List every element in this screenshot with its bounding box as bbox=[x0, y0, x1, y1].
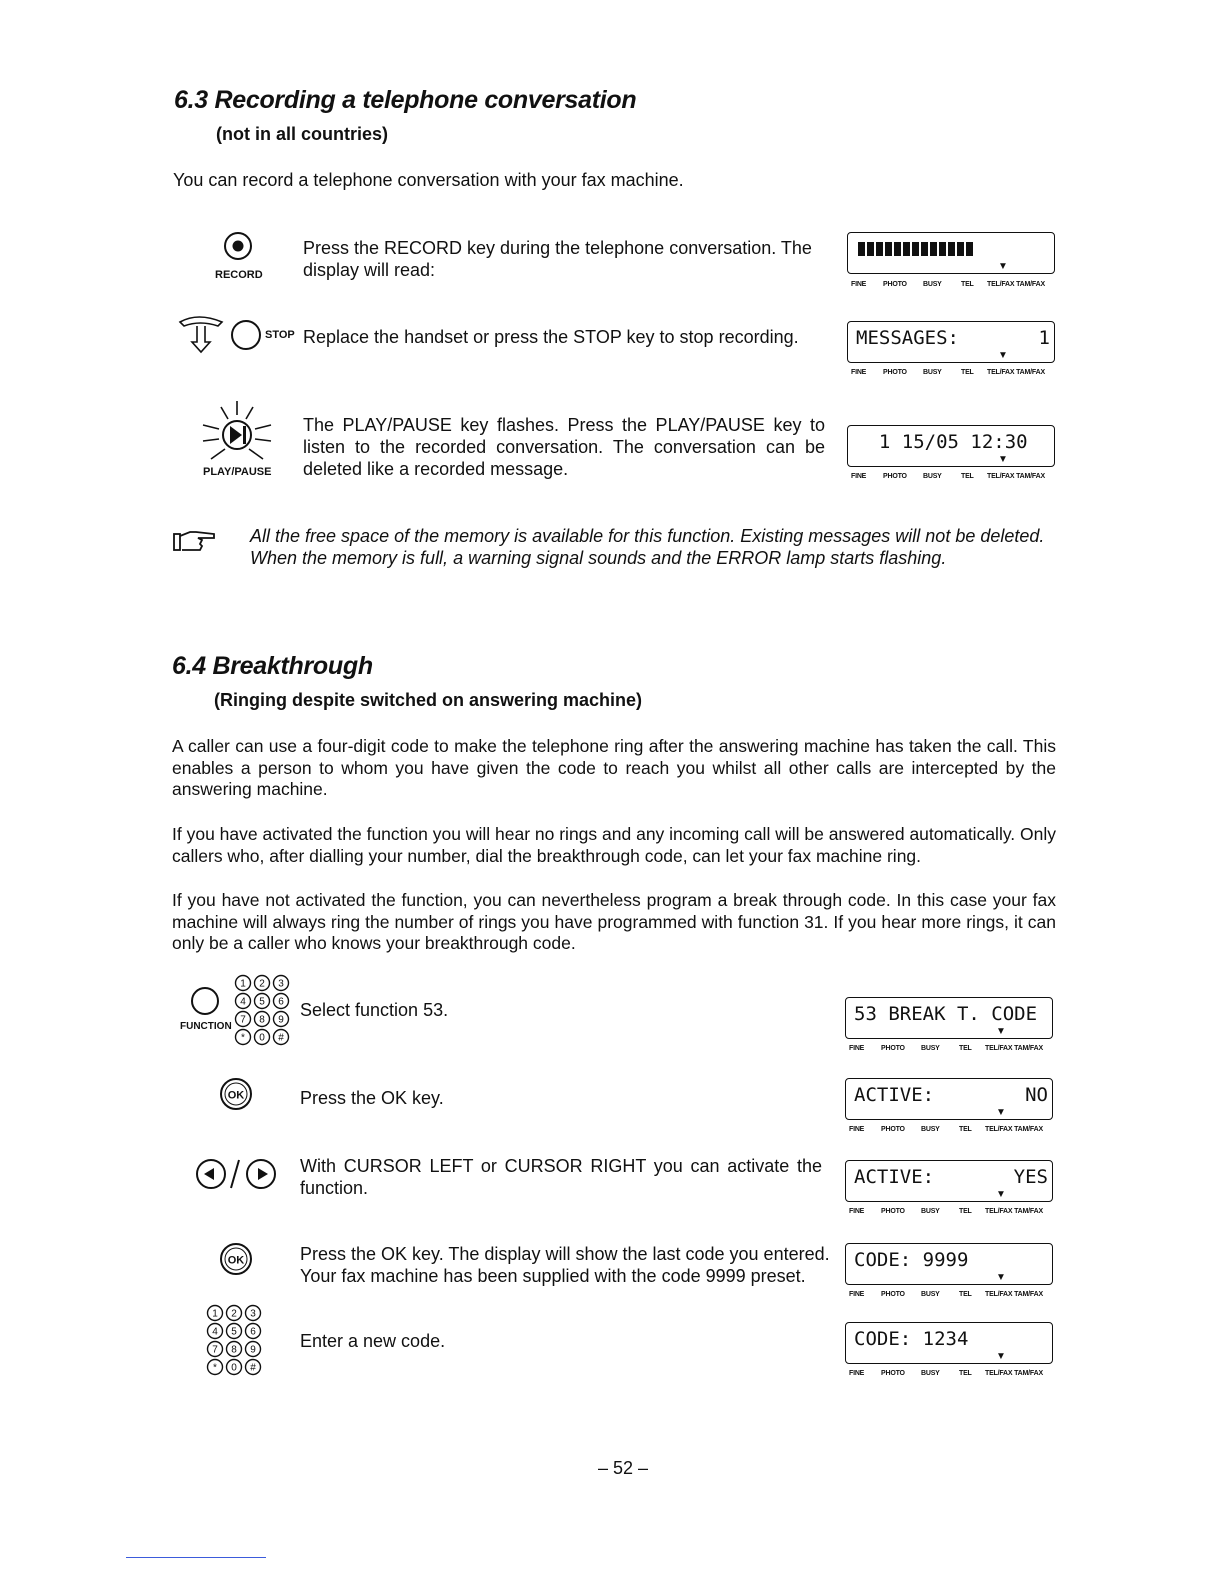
svg-text:0: 0 bbox=[259, 1032, 265, 1044]
section-intro: You can record a telephone conversation with your fax machine. bbox=[173, 170, 684, 190]
section-title-6-3: 6.3 Recording a telephone conversation bbox=[174, 86, 637, 114]
numeric-keypad-icon bbox=[234, 974, 296, 1046]
paragraph-1: A caller can use a four-digit code to make the telephone ring after the answering machine has taken the call. This enables a person to whom you have given the code to reach you whilst all other calls are intercepted by the answering machine. bbox=[172, 736, 1056, 799]
svg-text:OK: OK bbox=[227, 1254, 245, 1267]
lcd-status-labels: FINE PHOTO BUSY TEL TEL/FAX TAM/FAX bbox=[849, 1291, 1043, 1298]
svg-text:1: 1 bbox=[212, 1308, 218, 1320]
lcd-status-labels: FINE PHOTO BUSY TEL TEL/FAX TAM/FAX bbox=[851, 281, 1045, 288]
record-key-icon bbox=[222, 230, 254, 262]
page-number: – 52 – bbox=[598, 1458, 649, 1478]
svg-text:9: 9 bbox=[250, 1344, 256, 1356]
lcd-arrow-icon: ▼ bbox=[996, 1351, 1006, 1362]
lcd-display-active-no: ACTIVE: NO ▼ bbox=[845, 1078, 1053, 1120]
svg-text:9: 9 bbox=[278, 1014, 284, 1026]
step-record-text: Press the RECORD key during the telephone conversation. The display will read: bbox=[303, 238, 812, 280]
svg-text:6: 6 bbox=[250, 1326, 256, 1338]
lcd-arrow-icon: ▼ bbox=[998, 350, 1008, 361]
lcd-arrow-icon: ▼ bbox=[998, 454, 1008, 465]
svg-text:5: 5 bbox=[231, 1326, 237, 1338]
lcd-display-code-1234: CODE: 1234 ▼ bbox=[845, 1322, 1053, 1364]
section-subtitle-6-3: (not in all countries) bbox=[216, 124, 389, 144]
cursor-left-right-icon bbox=[195, 1156, 281, 1192]
svg-text:8: 8 bbox=[231, 1344, 237, 1356]
svg-text:6: 6 bbox=[278, 996, 284, 1008]
step-play-text: The PLAY/PAUSE key flashes. Press the PLAY/PAUSE key to listen to the recorded conversation. The conversation can be deleted like a recorded message. bbox=[303, 415, 825, 479]
lcd-arrow-icon: ▼ bbox=[996, 1107, 1006, 1118]
recording-progress-bar bbox=[858, 242, 973, 256]
lcd-arrow-icon: ▼ bbox=[996, 1272, 1006, 1283]
paragraph-3: If you have not activated the function, you can nevertheless program a break through code. In this case your fax machine will always ring the number of rings you have programmed with function 31. If you hear more rings, it can only be a caller who knows your breakthrough code. bbox=[172, 890, 1056, 953]
note-text: All the free space of the memory is available for this function. Existing messages will not be deleted. When the memory is full, a warning signal sounds and the ERROR lamp starts flashing. bbox=[250, 526, 1045, 568]
step-cursor-text: With CURSOR LEFT or CURSOR RIGHT you can activate the function. bbox=[300, 1156, 822, 1198]
numeric-keypad-icon bbox=[206, 1304, 268, 1376]
svg-text:7: 7 bbox=[212, 1344, 218, 1356]
section-title-6-4: 6.4 Breakthrough bbox=[172, 652, 373, 680]
play-pause-key-label: PLAY/PAUSE bbox=[203, 466, 272, 478]
lcd-display-active-yes: ACTIVE: YES ▼ bbox=[845, 1160, 1053, 1202]
lcd-status-labels: FINE PHOTO BUSY TEL TEL/FAX TAM/FAX bbox=[849, 1370, 1043, 1377]
lcd-display-messages: MESSAGES: 1 ▼ bbox=[847, 321, 1055, 363]
step-enter-code-text: Enter a new code. bbox=[300, 1331, 446, 1351]
svg-text:8: 8 bbox=[259, 1014, 265, 1026]
stop-key-label: STOP bbox=[265, 329, 295, 341]
svg-text:OK: OK bbox=[227, 1089, 245, 1102]
svg-text:5: 5 bbox=[259, 996, 265, 1008]
svg-text:*: * bbox=[241, 1032, 245, 1044]
paragraph-2: If you have activated the function you will hear no rings and any incoming call will be answered automatically. Only callers who, after dialling your number, dial the breakthrough code, can let your fax machine ring. bbox=[172, 824, 1056, 866]
lcd-display-function-53: 53 BREAK T. CODE ▼ bbox=[845, 997, 1053, 1039]
lcd-status-labels: FINE PHOTO BUSY TEL TEL/FAX TAM/FAX bbox=[851, 473, 1045, 480]
step-press-ok-text: Press the OK key. bbox=[300, 1088, 444, 1108]
svg-text:7: 7 bbox=[240, 1014, 246, 1026]
pointing-hand-icon bbox=[172, 528, 218, 554]
footer-rule bbox=[126, 1557, 266, 1558]
step-select-function-text: Select function 53. bbox=[300, 1000, 449, 1020]
function-key-label: FUNCTION bbox=[180, 1021, 232, 1032]
function-key-icon bbox=[190, 986, 220, 1016]
svg-text:*: * bbox=[213, 1362, 217, 1374]
step-stop-text: Replace the handset or press the STOP key to stop recording. bbox=[303, 327, 799, 347]
lcd-status-labels: FINE PHOTO BUSY TEL TEL/FAX TAM/FAX bbox=[849, 1045, 1043, 1052]
lcd-arrow-icon: ▼ bbox=[996, 1189, 1006, 1200]
section-subtitle-6-4: (Ringing despite switched on answering machine) bbox=[214, 690, 643, 710]
svg-text:2: 2 bbox=[231, 1308, 237, 1320]
lcd-display-recording bbox=[847, 232, 1055, 274]
step-ok-code-text: Press the OK key. The display will show the last code you entered. Your fax machine has been supplied with the code 9999 preset. bbox=[300, 1244, 830, 1286]
svg-text:#: # bbox=[278, 1032, 284, 1044]
record-key-label: RECORD bbox=[215, 269, 263, 281]
lcd-display-code-9999: CODE: 9999 ▼ bbox=[845, 1243, 1053, 1285]
lcd-arrow-icon: ▼ bbox=[998, 261, 1008, 272]
lcd-display-time: 1 15/05 12:30 ▼ bbox=[847, 425, 1055, 467]
lcd-status-labels: FINE PHOTO BUSY TEL TEL/FAX TAM/FAX bbox=[849, 1126, 1043, 1133]
lcd-arrow-icon: ▼ bbox=[996, 1026, 1006, 1037]
svg-text:4: 4 bbox=[240, 996, 246, 1008]
svg-text:3: 3 bbox=[278, 978, 284, 990]
svg-text:0: 0 bbox=[231, 1362, 237, 1374]
svg-text:2: 2 bbox=[259, 978, 265, 990]
ok-key-icon bbox=[219, 1242, 253, 1276]
svg-text:1: 1 bbox=[240, 978, 246, 990]
svg-text:3: 3 bbox=[250, 1308, 256, 1320]
svg-text:4: 4 bbox=[212, 1326, 218, 1338]
play-pause-flashing-icon bbox=[197, 397, 281, 465]
ok-key-icon bbox=[219, 1077, 253, 1111]
lcd-status-labels: FINE PHOTO BUSY TEL TEL/FAX TAM/FAX bbox=[851, 369, 1045, 376]
svg-text:#: # bbox=[250, 1362, 256, 1374]
handset-stop-icon bbox=[178, 314, 270, 356]
lcd-status-labels: FINE PHOTO BUSY TEL TEL/FAX TAM/FAX bbox=[849, 1208, 1043, 1215]
